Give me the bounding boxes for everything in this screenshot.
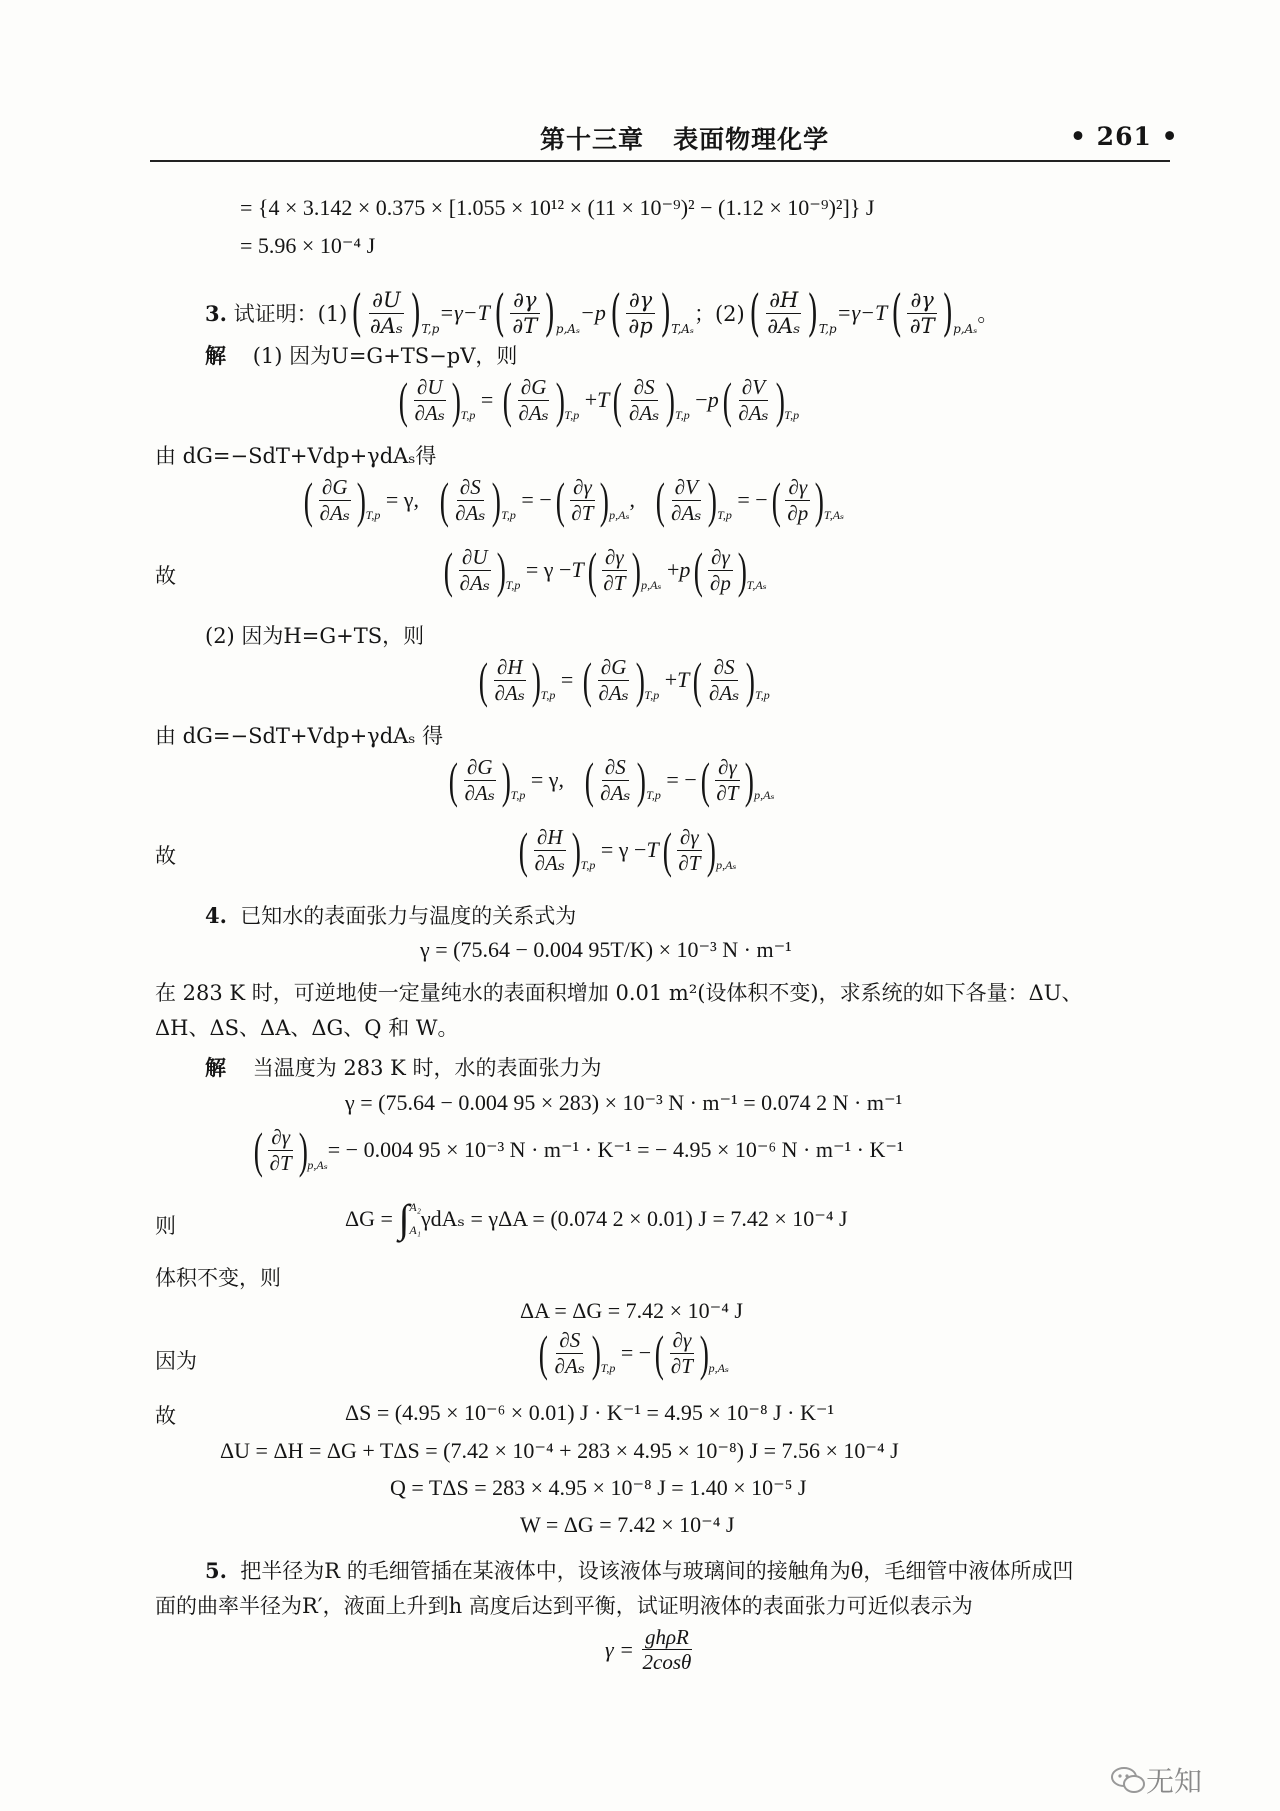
question-body: ΔH、ΔS、ΔA、ΔG、Q 和 W。 <box>155 1016 459 1040</box>
equation-lhs: γ = <box>605 1636 635 1662</box>
equation-line: = 5.96 × 10⁻⁴ J <box>240 233 376 258</box>
partial-derivative: ( $\frac{\partial U}{\text{∂Aₛ}}$ ) T,p <box>351 284 440 342</box>
derivation-text: 由 dG=−SdT+Vdp+γdAₛ 得 <box>155 724 444 748</box>
solution-intro <box>205 1052 602 1082</box>
equation-rhs: = − 0.004 95 × 10⁻³ N · m⁻¹ · K⁻¹ = − 4.95 × 10⁻⁶ N · m⁻¹ · K⁻¹ <box>327 1137 904 1162</box>
solution-label: 解 <box>205 343 226 368</box>
equation-line: = {4 × 3.142 × 0.375 × [1.055 × 10¹² × (11 × 10⁻⁹)² − (1.12 × 10⁻⁹)²]} J <box>240 195 875 220</box>
equation-dgamma-dT: ( $\frac{\partial\gamma}{\partial T}$ ) p,Aₛ = − 0.004 95 × 10⁻³ N · m⁻¹ · K⁻¹ = − 4.95 × 10⁻⁶ N · m⁻¹ · K⁻¹ <box>253 1122 904 1178</box>
equation-dU-result: ( $\frac{\partial U}{\text{∂Aₛ}}$ ) T,p = γ − T ( $\frac{\partial\gamma}{\partial T}$ ) p,Aₛ + p ( $\frac{\partial\gamma}{\partial p}$ ) T,Aₛ <box>443 542 767 598</box>
equation-gamma-T: γ = (75.64 − 0.004 95T/K) × 10⁻³ N · m⁻¹ <box>420 937 792 962</box>
chapter-title: 表面物理化学 <box>673 125 830 154</box>
equation-partials-2: ( $\frac{\partial G}{\text{∂Aₛ}}$ ) T,p = γ, ( $\frac{\partial S}{\text{∂Aₛ}}$ ) T,p = − ( $\frac{\partial\gamma}{\partial T}$ ) p,Aₛ <box>448 752 775 808</box>
equation-dG <box>345 1195 848 1242</box>
question-4 <box>205 900 576 930</box>
equation-dU-expand: ( $\frac{\partial U}{\text{∂Aₛ}}$ ) T,p = ( $\frac{\partial G}{\text{∂Aₛ}}$ ) T,p + T ( $\frac{\partial S}{\text{∂Aₛ}}$ ) T,p − p ( $\frac{\partial V}{\text{∂Aₛ}}$ ) T,p <box>398 372 800 428</box>
partial-derivative: ( $\frac{\partial H}{\text{∂Aₛ}}$ ) T,p <box>749 284 837 342</box>
question-number: 5. <box>205 1558 227 1583</box>
question-text: 已知水的表面张力与温度的关系式为 <box>240 904 577 928</box>
solution-text: (1) 因为U=G+TS−pV，则 <box>252 344 518 368</box>
partial-derivative: ( $\frac{\partial\gamma}{\partial T}$ ) p,Aₛ <box>891 284 978 342</box>
equation-dU: ΔU = ΔH = ΔG + TΔS = (7.42 × 10⁻⁴ + 283 × 4.95 × 10⁻⁸) J = 7.56 × 10⁻⁴ J <box>220 1438 899 1463</box>
question-3: 3. 试证明：(1) ( $\frac{\partial U}{\text{∂Aₛ}}$ ) T,p =γ−T ( $\frac{\partial\gamma}{\partial T}$ ) p,Aₛ −p ( $\frac{\partial\gamma}{\partial p}$ ) T,Aₛ ；(2) ( $\frac{\partial H}{\text{∂Aₛ}}$ ) T,p =γ−T ( $\frac{\partial\gamma}{\partial T}$ ) p,Aₛ 。 <box>205 284 999 342</box>
watermark-text: 无知 <box>1146 1765 1203 1798</box>
equation-Q: Q = TΔS = 283 × 4.95 × 10⁻⁸ J = 1.40 × 10⁻⁵ J <box>390 1475 807 1500</box>
question-text: 试证明：(1) <box>233 302 348 326</box>
question-text: 把半径为R 的毛细管插在某液体中，设该液体与玻璃间的接触角为θ，毛细管中液体所成凹 <box>240 1559 1074 1583</box>
header-rule <box>150 160 1170 162</box>
watermark <box>1110 1760 1202 1800</box>
equation-dH-expand: ( $\frac{\partial H}{\text{∂Aₛ}}$ ) T,p = ( $\frac{\partial G}{\text{∂Aₛ}}$ ) T,p + T ( $\frac{\partial S}{\text{∂Aₛ}}$ ) T,p <box>478 652 770 708</box>
equation-dS-relation: ( $\frac{\partial S}{\text{∂Aₛ}}$ ) T,p = − ( $\frac{\partial\gamma}{\partial T}$ ) p,Aₛ <box>538 1325 729 1381</box>
conclusion-label: 故 <box>155 1404 176 1428</box>
partial-derivative: ( $\frac{\partial\gamma}{\partial T}$ ) p,Aₛ <box>494 284 580 342</box>
because-label: 因为 <box>155 1349 197 1373</box>
question-5 <box>205 1555 1073 1585</box>
equation-lhs: ΔG = <box>345 1205 393 1231</box>
wechat-icon <box>1110 1765 1146 1795</box>
capillary-fraction <box>640 1625 695 1674</box>
fraction-denominator: 2cosθ <box>642 1650 692 1675</box>
then-label: 则 <box>155 1214 176 1238</box>
equation-W: W = ΔG = 7.42 × 10⁻⁴ J <box>520 1512 735 1537</box>
question-body: 在 283 K 时，可逆地使一定量纯水的表面积增加 0.01 m²(设体积不变)，求系统的如下各量：ΔU、 <box>155 981 1083 1005</box>
part2-text: (2) 因为H=G+TS，则 <box>205 624 425 648</box>
question-number: 4. <box>205 903 227 928</box>
integral-sign: ∫ A₂ A₁ <box>398 1196 421 1241</box>
solution-label: 解 <box>205 1055 226 1080</box>
question-text: ；(2) <box>693 302 745 326</box>
conclusion-label: 故 <box>155 844 176 868</box>
equation-gamma-283: γ = (75.64 − 0.004 95 × 283) × 10⁻³ N · m⁻¹ = 0.074 2 N · m⁻¹ <box>345 1090 903 1115</box>
partial-derivative: ( $\frac{\partial\gamma}{\partial p}$ ) T,Aₛ <box>610 284 694 342</box>
equation-dH-result: ( $\frac{\partial H}{\text{∂Aₛ}}$ ) T,p = γ − T ( $\frac{\partial\gamma}{\partial T}$ ) p,Aₛ <box>518 822 737 878</box>
conclusion-label: 故 <box>155 564 176 588</box>
chapter-label <box>540 120 829 156</box>
equation-dA: ΔA = ΔG = 7.42 × 10⁻⁴ J <box>520 1298 743 1323</box>
solution-intro <box>205 340 517 370</box>
equation-rhs: γdAₛ = γΔA = (0.074 2 × 0.01) J = 7.42 × 10⁻⁴ J <box>420 1205 848 1231</box>
chapter-number: 第十三章 <box>540 125 645 154</box>
equation-partials: ( $\frac{\partial G}{\text{∂Aₛ}}$ ) T,p = γ, ( $\frac{\partial S}{\text{∂Aₛ}}$ ) T,p = − ( $\frac{\partial\gamma}{\partial T}$ ) p,Aₛ , ( $\frac{\partial V}{\text{∂Aₛ}}$ ) T,p = − ( $\frac{\partial\gamma}{\partial p}$ ) T,Aₛ <box>303 472 845 528</box>
question-number: 3. <box>205 300 227 326</box>
equation-dS: ΔS = (4.95 × 10⁻⁶ × 0.01) J · K⁻¹ = 4.95 × 10⁻⁸ J · K⁻¹ <box>345 1400 835 1425</box>
question-body: 面的曲率半径为R′，液面上升到h 高度后达到平衡，试证明液体的表面张力可近似表示为 <box>155 1594 973 1618</box>
derivation-text: 由 dG=−SdT+Vdp+γdAₛ得 <box>155 444 437 468</box>
equation-capillary <box>605 1625 694 1674</box>
fraction-numerator: ghρR <box>642 1625 692 1650</box>
volume-text: 体积不变，则 <box>155 1266 281 1290</box>
page-number: • 261 • <box>1070 122 1179 151</box>
solution-text: 当温度为 283 K 时，水的表面张力为 <box>252 1056 602 1080</box>
